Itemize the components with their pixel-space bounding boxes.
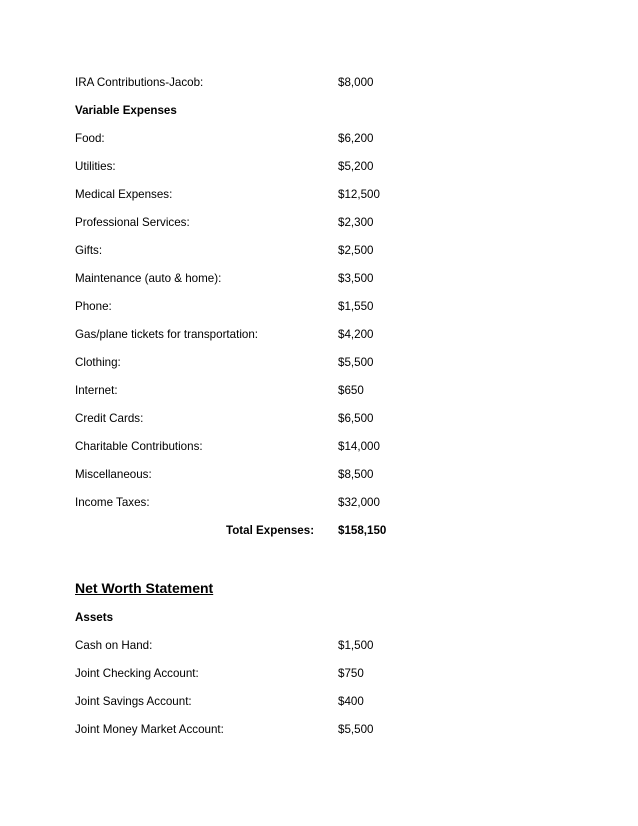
- row-label: Medical Expenses:: [75, 188, 173, 201]
- row-value: $2,300: [338, 216, 374, 229]
- expense-row: [75, 271, 555, 287]
- expense-row: [75, 299, 555, 315]
- row-label: Joint Money Market Account:: [75, 723, 224, 736]
- row-label: Internet:: [75, 384, 118, 397]
- asset-row: [75, 694, 555, 710]
- row-label: Clothing:: [75, 356, 121, 369]
- total-label: Total Expenses:: [226, 524, 315, 537]
- expense-row: [75, 327, 555, 343]
- ira-contributions-row: [75, 75, 555, 91]
- variable-expenses-heading: [75, 103, 555, 119]
- row-value: $1,500: [338, 639, 374, 652]
- row-label: Food:: [75, 132, 105, 145]
- row-label: Phone:: [75, 300, 112, 313]
- asset-row: [75, 638, 555, 654]
- row-label: Credit Cards:: [75, 412, 144, 425]
- expense-row: [75, 467, 555, 483]
- row-label: Miscellaneous:: [75, 468, 152, 481]
- expense-row: [75, 355, 555, 371]
- row-label: Joint Savings Account:: [75, 695, 192, 708]
- section-heading-text: Assets: [75, 611, 114, 624]
- row-value: $1,550: [338, 300, 374, 313]
- row-value: $650: [338, 384, 364, 397]
- row-value: $32,000: [338, 496, 380, 509]
- row-label: Cash on Hand:: [75, 639, 153, 652]
- row-label: Gas/plane tickets for transportation:: [75, 328, 259, 341]
- expense-row: [75, 243, 555, 259]
- assets-heading: [75, 610, 555, 626]
- expense-row: [75, 131, 555, 147]
- row-value: $400: [338, 695, 364, 708]
- row-label: Income Taxes:: [75, 496, 150, 509]
- net-worth-heading: Net Worth Statement: [75, 580, 214, 596]
- row-label: IRA Contributions-Jacob:: [75, 76, 204, 89]
- expense-row: [75, 495, 555, 511]
- row-value: $8,000: [338, 76, 374, 89]
- row-value: $4,200: [338, 328, 374, 341]
- expense-row: [75, 383, 555, 399]
- row-value: $12,500: [338, 188, 380, 201]
- row-value: $3,500: [338, 272, 374, 285]
- expense-row: [75, 411, 555, 427]
- total-expenses-row: [75, 523, 555, 539]
- expense-row: [75, 215, 555, 231]
- expense-row: [75, 159, 555, 175]
- expense-row: [75, 439, 555, 455]
- row-value: $14,000: [338, 440, 380, 453]
- row-label: Maintenance (auto & home):: [75, 272, 222, 285]
- row-label: Charitable Contributions:: [75, 440, 203, 453]
- row-value: $5,500: [338, 356, 374, 369]
- section-heading-text: Variable Expenses: [75, 104, 177, 117]
- row-label: Joint Checking Account:: [75, 667, 199, 680]
- asset-row: [75, 722, 555, 738]
- row-value: $6,500: [338, 412, 374, 425]
- row-value: $2,500: [338, 244, 374, 257]
- row-value: $5,200: [338, 160, 374, 173]
- expense-row: [75, 187, 555, 203]
- row-value: $750: [338, 667, 364, 680]
- row-value: $8,500: [338, 468, 374, 481]
- row-value: $5,500: [338, 723, 374, 736]
- total-value: $158,150: [338, 524, 387, 537]
- row-label: Professional Services:: [75, 216, 190, 229]
- row-label: Utilities:: [75, 160, 116, 173]
- row-label: Gifts:: [75, 244, 103, 257]
- asset-row: [75, 666, 555, 682]
- row-value: $6,200: [338, 132, 374, 145]
